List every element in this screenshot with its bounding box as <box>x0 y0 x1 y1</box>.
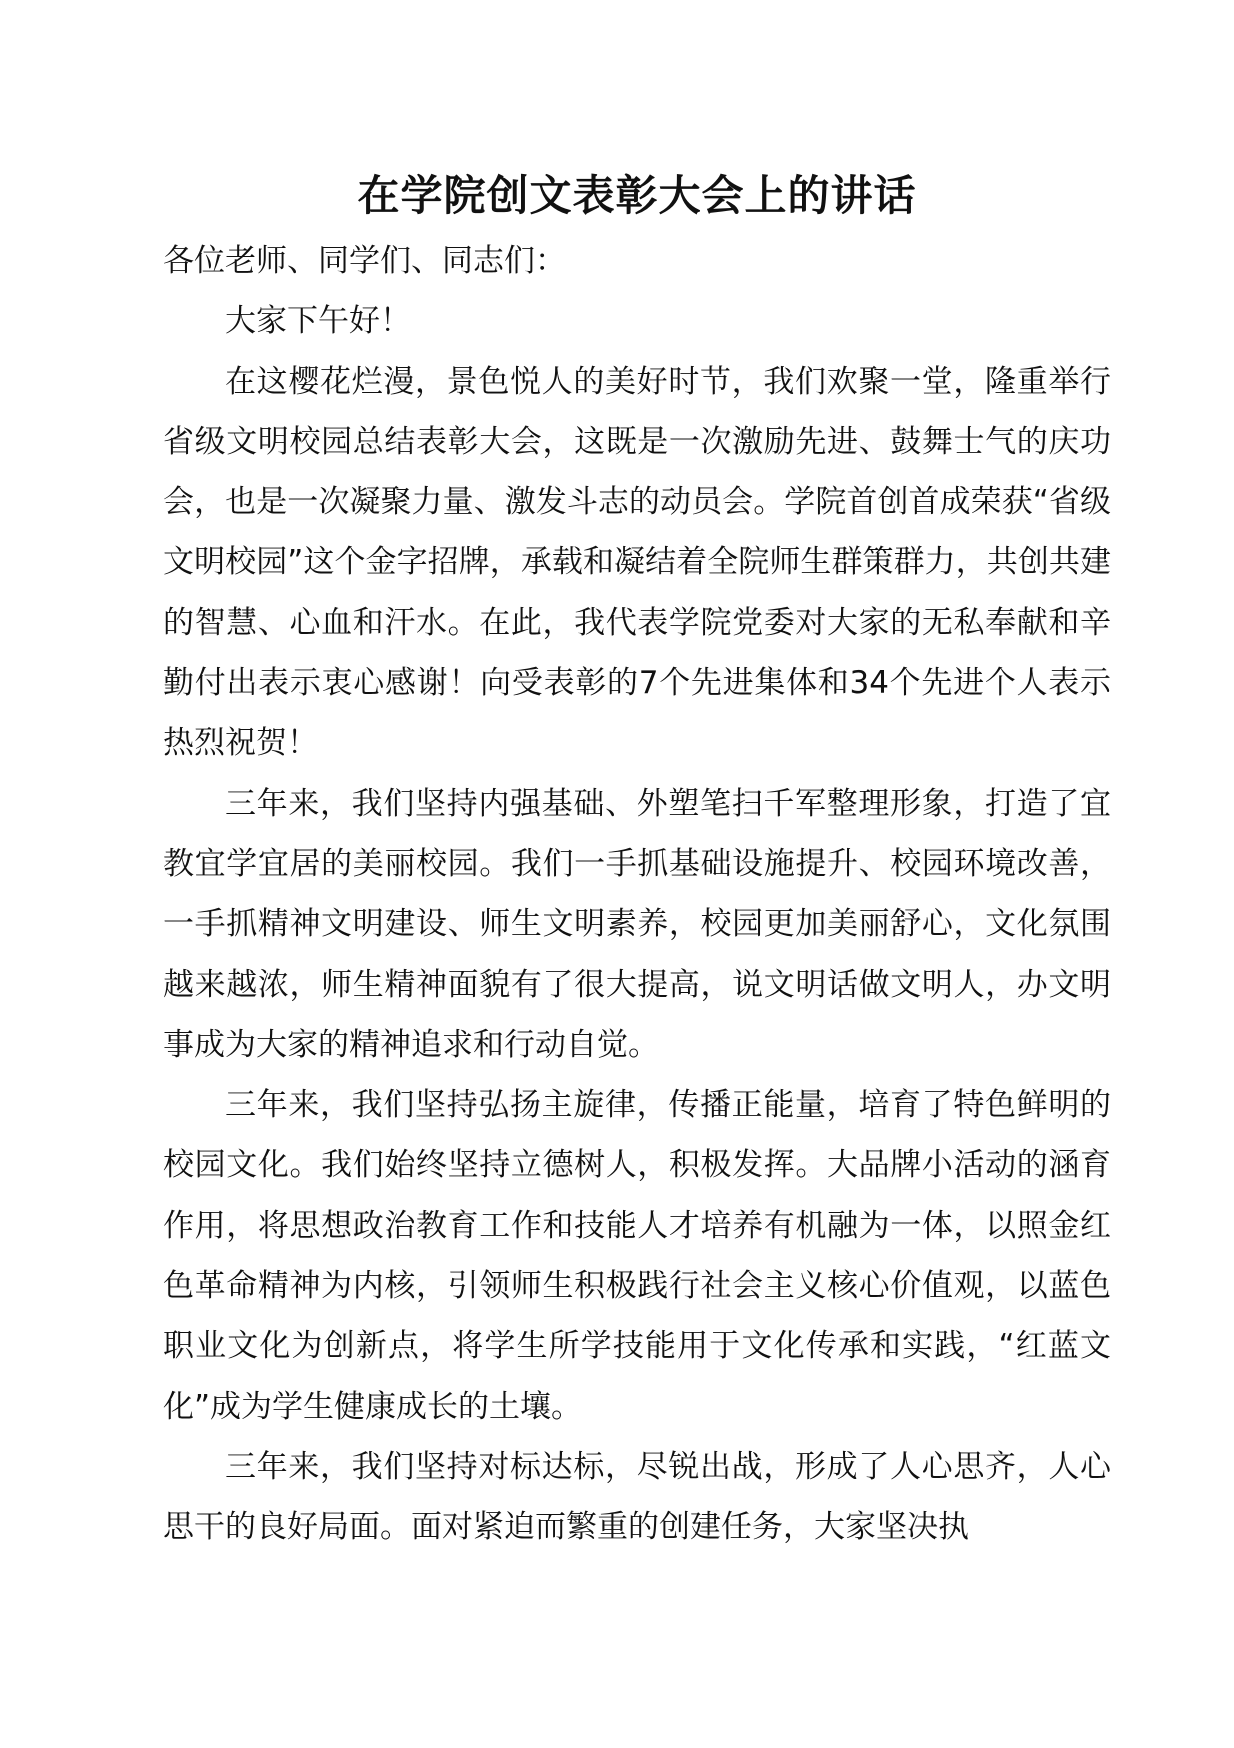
paragraph-unity: 三年来，我们坚持对标达标，尽锐出战，形成了人心思齐，人心思干的良好局面。面对紧迫而繁重的创建任务，大家坚决执 <box>163 1448 1111 1546</box>
paragraph-campus-image: 三年来，我们坚持内强基础、外塑笔扫千军整理形象，打造了宜教宜学宜居的美丽校园。我们一手抓基础设施提升、校园环境改善，一手抓精神文明建设、师生文明素养，校园更加美丽舒心，文化氛围越来越浓，师生精神面貌有了很大提高，说文明话做文明人，办文明事成为大家的精神追求和行动自觉。 <box>163 785 1111 1063</box>
document-body <box>163 165 1111 1558</box>
salutation: 各位老师、同学们、同志们： <box>163 243 566 279</box>
paragraph-campus-culture: 三年来，我们坚持弘扬主旋律，传播正能量，培育了特色鲜明的校园文化。我们始终坚持立德树人，积极发挥。大品牌小活动的涵育作用，将思想政治教育工作和技能人才培养有机融为一体，以照金红色革命精神为内核，引领师生积极践行社会主义核心价值观，以蓝色职业文化为创新点，将学生所学技能用于文化传承和实践，“红蓝文化”成为学生健康成长的土壤。 <box>163 1087 1111 1425</box>
paragraph-opening: 在这樱花烂漫，景色悦人的美好时节，我们欢聚一堂，隆重举行省级文明校园总结表彰大会，这既是一次激励先进、鼓舞士气的庆功会，也是一次凝聚力量、激发斗志的动员会。学院首创首成荣获“省级文明校园”这个金字招牌，承载和凝结着全院师生群策群力，共创共建的智慧、心血和汗水。在此，我代表学院党委对大家的无私奉献和辛勤付出表示衷心感谢！向受表彰的7个先进集体和34个先进个人表示热烈祝贺！ <box>163 363 1111 762</box>
document-title: 在学院创文表彰大会上的讲话 <box>357 171 917 220</box>
paragraph-greeting: 大家下午好！ <box>225 303 411 340</box>
